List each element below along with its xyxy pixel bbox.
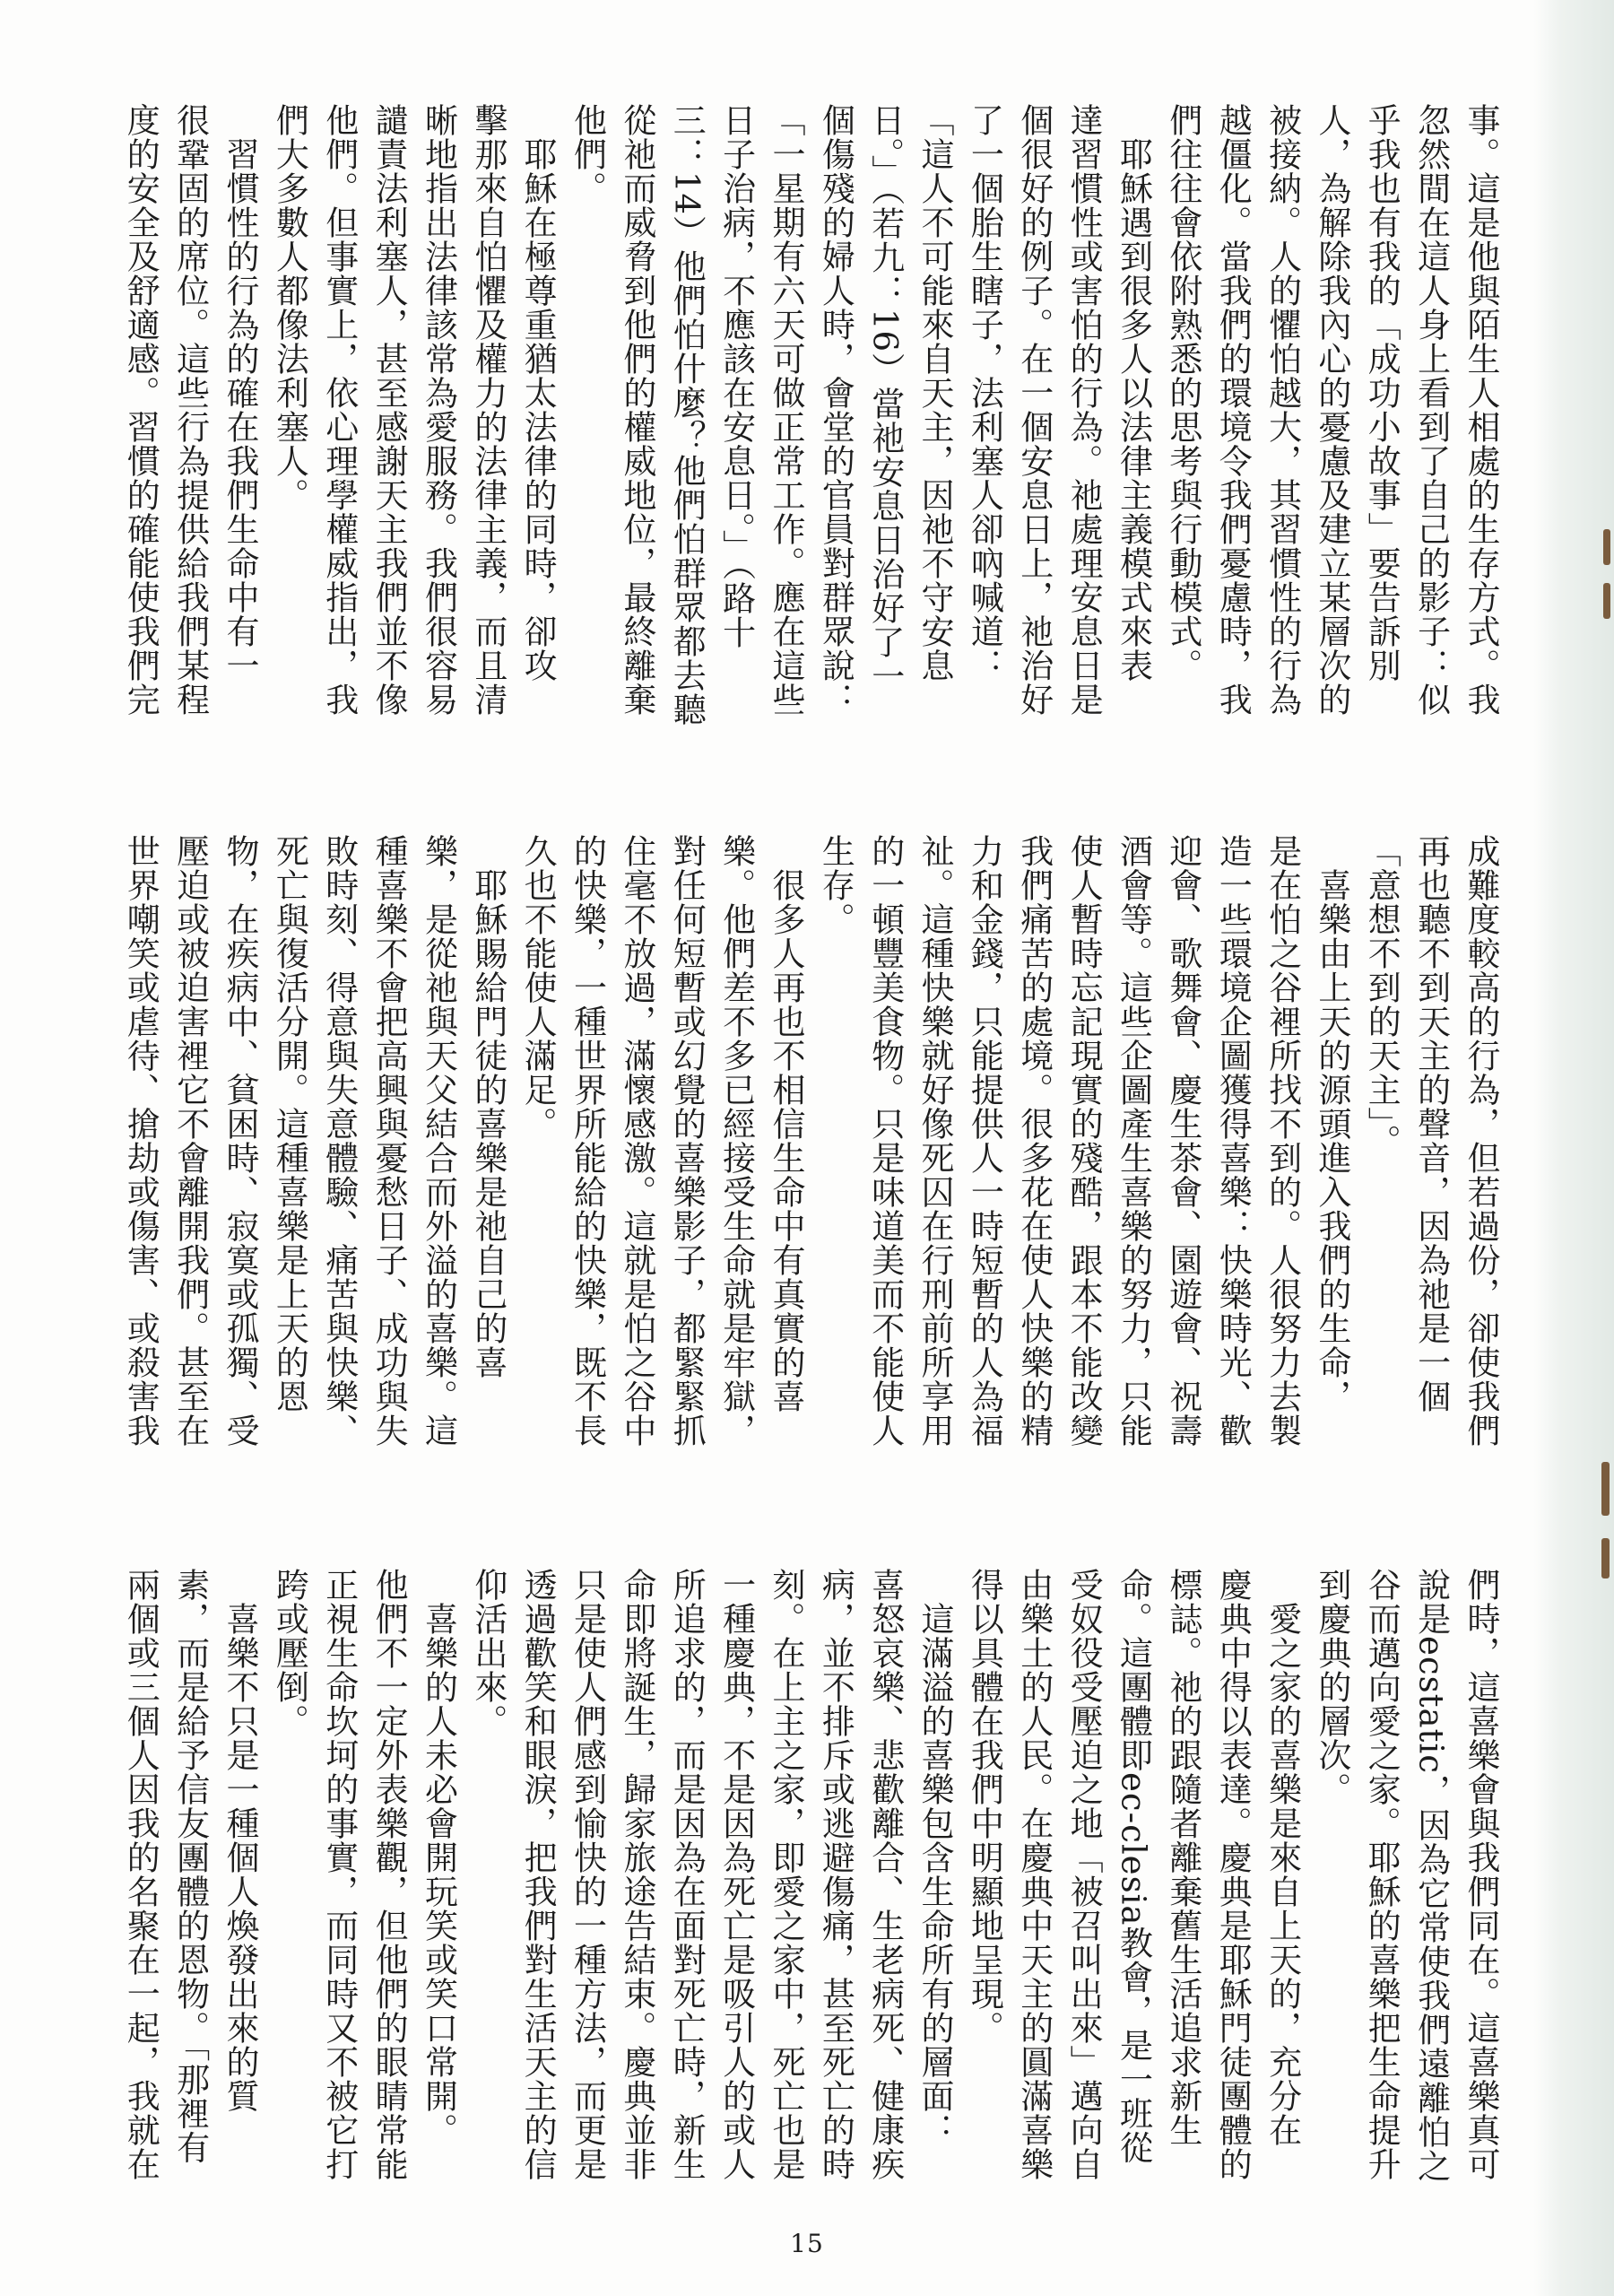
text-column: 們大多數人都像法利塞人。 (270, 103, 309, 512)
text-column: 們往往會依附熟悉的思考與行動模式。 (1163, 103, 1202, 683)
text-column: 標誌。祂的跟隨者離棄舊生活追求新生 (1163, 1568, 1202, 2147)
text-column: 很鞏固的席位。這些行為提供給我們某程 (170, 103, 210, 717)
text-column: 慶典中得以表達。慶典是耶穌門徒團體的 (1213, 1568, 1253, 2181)
text-column: 這滿溢的喜樂包含生命所有的層面： (915, 1568, 955, 2147)
text-column: 達習慣性或害怕的行為。祂處理安息日是 (1064, 103, 1104, 717)
text-column: 對任何短暫或幻覺的喜樂影子，都緊緊抓 (667, 834, 707, 1448)
text-column: 很多人再也不相信生命中有真實的喜 (766, 834, 805, 1413)
text-column: 祉。這種快樂就好像死囚在行刑前所享用 (915, 834, 955, 1448)
text-column: 「意想不到的天主」。 (1362, 834, 1401, 1159)
binding-mark (1601, 1462, 1610, 1516)
text-column: 久也不能使人滿足。 (518, 834, 558, 1141)
text-tier-top (117, 103, 1506, 794)
text-column: 他們。 (568, 103, 607, 205)
text-column: 成難度較高的行為，但若過份，卻使我們 (1462, 834, 1500, 1448)
text-column: 我們痛苦的處境。很多花在使人快樂的精 (1014, 834, 1054, 1448)
text-column: 耶穌賜給門徒的喜樂是祂自己的喜 (468, 834, 508, 1379)
text-column: 住毫不放過，滿懷感激。這就是怕之谷中 (617, 834, 656, 1448)
text-column: 病，並不排斥或逃避傷痛，甚至死亡的時 (816, 1568, 855, 2181)
text-column: 酒會等。這些企圖產生喜樂的努力，只能 (1114, 834, 1153, 1448)
text-column: 死亡與復活分開。這種喜樂是上天的恩 (270, 834, 309, 1413)
text-column: 樂，是從祂與天父結合而外溢的喜樂。這 (419, 834, 458, 1448)
text-column: 谷而邁向愛之家。耶穌的喜樂把生命提升 (1362, 1568, 1401, 2181)
text-column: 兩個或三個人因我的名聚在一起，我就在 (121, 1568, 161, 2181)
text-column: 說是ecstatic，因為它常使我們遠離怕之 (1411, 1568, 1451, 2183)
text-tier-bottom (117, 1568, 1506, 2258)
text-column: 到慶典的層次。 (1312, 1568, 1351, 1806)
text-column: 個很好的例子。在一個安息日上，祂治好 (1014, 103, 1054, 717)
text-column: 晰地指出法律該常為愛服務。我們很容易 (419, 103, 458, 717)
text-column: 生存。 (816, 834, 855, 936)
binding-mark (1603, 583, 1610, 619)
text-column: 擊那來自怕懼及權力的法律主義，而且清 (468, 103, 508, 717)
text-column: 個傷殘的婦人時，會堂的官員對群眾說： (816, 103, 855, 717)
text-column: 喜樂由上天的源頭進入我們的生命， (1312, 834, 1351, 1413)
page-edge-shadow (1533, 0, 1614, 2296)
text-column: 迎會、歌舞會、慶生茶會、園遊會、祝壽 (1163, 834, 1202, 1448)
text-column: 由樂土的人民。在慶典中天主的圓滿喜樂 (1014, 1568, 1054, 2181)
text-column: 樂。他們差不多已經接受生命就是牢獄， (716, 834, 756, 1448)
text-column: 被接納。人的懼怕越大，其習慣性的行為 (1263, 103, 1302, 717)
text-column: 喜樂不只是一種個人煥發出來的質 (221, 1568, 260, 2113)
text-column: 習慣性的行為的確在我們生命中有一 (221, 103, 260, 683)
binding-mark (1603, 529, 1610, 565)
text-column: 「一星期有六天可做正常工作。應在這些 (766, 103, 805, 717)
text-column: 從祂而威脅到他們的權威地位，最終離棄 (617, 103, 656, 717)
text-column: 敗時刻、得意與失意體驗、痛苦與快樂、 (319, 834, 359, 1448)
text-column: 力和金錢，只能提供人一時短暫的人為福 (965, 834, 1004, 1448)
text-column: 他們。但事實上，依心理學權威指出，我 (319, 103, 359, 717)
text-column: 忽然間在這人身上看到了自己的影子：似 (1411, 103, 1451, 717)
text-column: 愛之家的喜樂是來自上天的，充分在 (1263, 1568, 1302, 2147)
text-column: 素，而是給予信友團體的恩物。「那裡有 (170, 1568, 210, 2165)
text-column: 命。這團體即ec-clesia教會，是一班從 (1114, 1568, 1153, 2165)
text-column: 命即將誕生，歸家旅途告結束。慶典並非 (617, 1568, 656, 2181)
text-column: 譴責法利塞人，甚至感謝天主我們並不像 (369, 103, 409, 717)
text-column: 了一個胎生瞎子，法利塞人卻吶喊道： (965, 103, 1004, 683)
text-column: 的快樂，一種世界所能給的快樂，既不長 (568, 834, 607, 1448)
text-column: 耶穌遇到很多人以法律主義模式來表 (1114, 103, 1153, 683)
text-column: 乎我也有我的「成功小故事」要告訴別 (1362, 103, 1401, 683)
text-column: 造一些環境企圖獲得喜樂：快樂時光、歡 (1213, 834, 1253, 1448)
text-column: 仰活出來。 (468, 1568, 508, 1738)
text-column: 三：14）他們怕什麼？他們怕群眾都去聽 (667, 103, 707, 727)
text-column: 日子治病，不應該在安息日。」（路十 (716, 103, 756, 649)
text-column: 人，為解除我內心的憂慮及建立某層次的 (1312, 103, 1351, 717)
text-column: 使人暫時忘記現實的殘酷，跟本不能改變 (1064, 834, 1104, 1448)
text-column: 是在怕之谷裡所找不到的。人很努力去製 (1263, 834, 1302, 1448)
text-column: 度的安全及舒適感。習慣的確能使我們完 (121, 103, 161, 717)
text-column: 壓迫或被迫害裡它不會離開我們。甚至在 (170, 834, 210, 1448)
text-column: 跨或壓倒。 (270, 1568, 309, 1738)
text-column: 越僵化。當我們的環境令我們憂慮時，我 (1213, 103, 1253, 717)
text-column: 種喜樂不會把高興與憂愁日子、成功與失 (369, 834, 409, 1448)
binding-mark (1601, 1538, 1610, 1578)
text-column: 物，在疾病中、貧困時、寂寞或孤獨、受 (221, 834, 260, 1448)
text-column: 受奴役受壓迫之地「被召叫出來」邁向自 (1064, 1568, 1104, 2181)
text-column: 只是使人們感到愉快的一種方法，而更是 (568, 1568, 607, 2181)
text-column: 透過歡笑和眼淚，把我們對生活天主的信 (518, 1568, 558, 2181)
text-column: 喜怒哀樂、悲歡離合、生老病死、健康疾 (865, 1568, 905, 2181)
text-column: 一種慶典，不是因為死亡是吸引人的或人 (716, 1568, 756, 2181)
text-column: 刻。在上主之家，即愛之家中，死亡也是 (766, 1568, 805, 2181)
text-column: 正視生命坎坷的事實，而同時又不被它打 (319, 1568, 359, 2181)
text-column: 的一頓豐美食物。只是味道美而不能使人 (865, 834, 905, 1448)
text-column: 耶穌在極尊重猶太法律的同時，卻攻 (518, 103, 558, 683)
page-number: 15 (790, 2229, 824, 2258)
text-column: 再也聽不到天主的聲音，因為祂是一個 (1411, 834, 1451, 1413)
text-column: 喜樂的人未必會開玩笑或笑口常開。 (419, 1568, 458, 2147)
text-column: 他們不一定外表樂觀，但他們的眼睛常能 (369, 1568, 409, 2181)
text-column: 「這人不可能來自天主，因祂不守安息 (915, 103, 955, 683)
text-column: 世界嘲笑或虐待、搶劫或傷害、或殺害我 (121, 834, 161, 1448)
text-column: 所追求的，而是因為在面對死亡時，新生 (667, 1568, 707, 2181)
text-column: 事。這是他與陌生人相處的生存方式。我 (1462, 103, 1500, 717)
text-column: 日。」（若九：16）當祂安息日治好了一 (865, 103, 905, 694)
text-column: 們時，這喜樂會與我們同在。這喜樂真可 (1462, 1568, 1500, 2181)
text-tier-middle (117, 834, 1506, 1525)
text-column: 得以具體在我們中明顯地呈現。 (965, 1568, 1004, 2045)
